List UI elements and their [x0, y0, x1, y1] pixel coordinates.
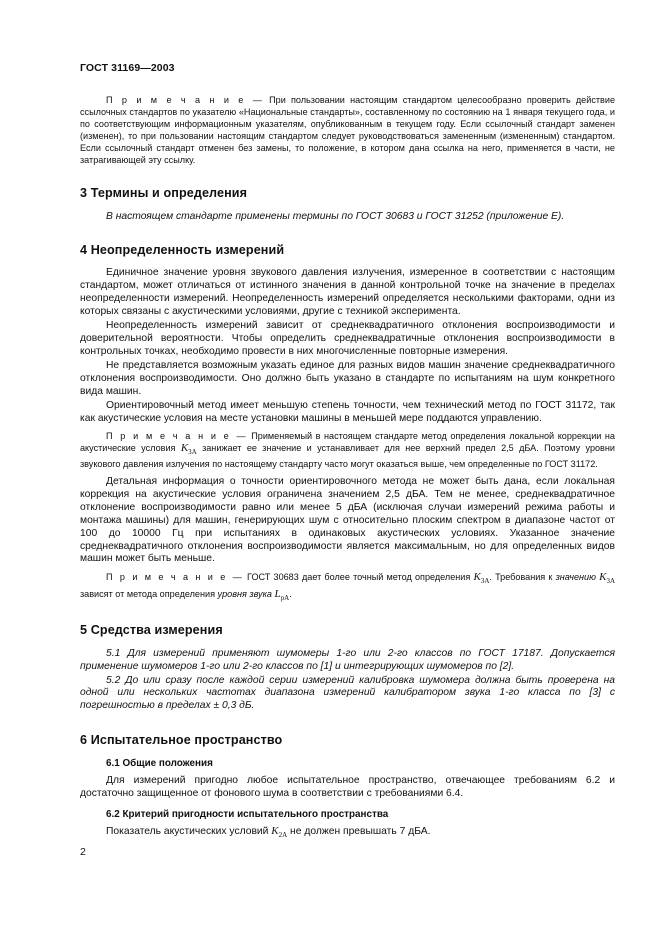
section-3-title: 3 Термины и определения: [80, 186, 248, 201]
subsection-6-2-text: Показатель акустических условий $K_{2A}$ не должен превышать 7 дБА.: [106, 825, 431, 840]
subsection-6-2-title: 6.2 Критерий пригодности испытательного пространства: [106, 809, 389, 821]
note-label: П р и м е ч а н и е —: [106, 430, 248, 441]
note-local-correction: [80, 431, 615, 471]
note-gost-30683: П р и м е ч а н и е — ГОСТ 30683 дает более точный метод определения $K_{3A}$. Требования к значению $K_{3A}$ зависят от метода определения уровня звука $L_{pA}$.: [80, 571, 615, 602]
section-4-paragraph: Ориентировочный метод имеет меньшую степень точности, чем технический метод по ГОСТ 31172, так как акустические условия на месте установки машины в меньшей мере поддаются управлению.: [80, 399, 615, 424]
note-text: занижает ее значение и устанавливает для нее верхний предел 2,5 дБА. Поэтому уровни звукового давления излучения по настоящему стандарту часто могут оказаться выше, чем определенные по ГОСТ 31172.: [80, 442, 615, 469]
note-text: Применяемый в настоящем стандарте метод определения локальной коррекции на акустические условия: [80, 430, 615, 453]
document-header: ГОСТ 31169—2003: [80, 62, 175, 74]
section-4-paragraph: Единичное значение уровня звукового давления излучения, измеренное в соответствии с настоящим стандартом, может отличаться от истинного значения в данной контрольной точке на значение в пределах неопределенности измерений. Неопределенность измерений определяется несколькими факторами, одни из которых связаны с акустическими условиями, другие с техникой эксперимента.: [80, 267, 615, 318]
document-content: [80, 95, 615, 842]
subsection-6-1-title: 6.1 Общие положения: [106, 758, 213, 770]
section-3-text: В настоящем стандарте применены термины по ГОСТ 30683 и ГОСТ 31252 (приложение Е).: [106, 211, 565, 223]
subsection-6-1-text: Для измерений пригодно любое испытательное пространство, отвечающее требованиям 6.2 и достаточно защищенное от фонового шума в соответствии с требованиями 6.4.: [80, 775, 615, 800]
section-4-title: 4 Неопределенность измерений: [80, 243, 285, 258]
note-text: При пользовании настоящим стандартом целесообразно проверить действие ссылочных стандартов по указателю «Национальные стандарты», составленному по состоянию на 1 января текущего года, и по соответствующим информационным указателям, опубликованным в текущем году. Если ссылочный стандарт заменен (изменен), то при пользовании настоящим стандартом следует руководствоваться замененным (измененным) стандартом. Если ссылочный стандарт отменен без замены, то положение, в котором дана ссылка на него, применяется в части, не затрагивающей эту ссылку.: [80, 95, 615, 165]
page-number: 2: [80, 846, 86, 858]
section-4-paragraph: Не представляется возможным указать единое для разных видов машин значение среднеквадратичного отклонения воспроизводимости. Оно должно быть указано в стандарте по испытаниям на шум конкретного вида машин.: [80, 360, 615, 397]
note-label: П р и м е ч а н и е —: [106, 572, 244, 583]
note-referenced-standards: [80, 95, 615, 166]
symbol-k2a: $K_{2A}$: [271, 825, 288, 840]
symbol-lpa: $L_{pA}$: [274, 587, 290, 602]
section-5-title: 5 Средства измерения: [80, 622, 223, 637]
section-6-title: 6 Испытательное пространство: [80, 733, 283, 748]
section-5-paragraph: 5.1 Для измерений применяют шумомеры 1-го или 2-го классов по ГОСТ 17187. Допускается применение шумомеров 1-го или 2-го классов по [1] и интегрирующих шумомеров по [2].: [80, 647, 615, 672]
note-label: П р и м е ч а н и е —: [106, 95, 264, 105]
symbol-k3a: $K_{3A}$: [599, 571, 615, 586]
section-5-paragraph: 5.2 До или сразу после каждой серии измерений калибровка шумомера должна быть проверена на одной или нескольких частотах диапазона измерений калибратором звука 1-го класса по [3] с погрешностью в пределах ± 0,3 дБ.: [80, 674, 615, 712]
section-4-paragraph: Детальная информация о точности ориентировочного метода не может быть дана, если локальная коррекция на акустические условия ограничена значением 2,5 дБА. Тем не менее, среднеквадратичное отклонение воспроизводимости равно или менее 5 дБА (исключая случаи измерений режима работы и монтажа машины) для машин, генерирующих шум с относительно плоским спектром в диапазоне частот от 100 до 10000 Гц при испытаниях в одинаковых акустических условиях. Указанное значение среднеквадратичного отклонения воспроизводимости является максимальным, но для определенных видов машин может быть меньше.: [80, 475, 615, 565]
symbol-k3a: $K_{3A}$: [180, 441, 197, 456]
section-4-paragraph: Неопределенность измерений зависит от среднеквадратичного отклонения воспроизводимости и доверительной вероятности. Чтобы определить среднеквадратичные отклонения воспроизводимости в контрольных точках, необходимо провести в них многочисленные повторные измерения.: [80, 320, 615, 358]
symbol-k3a: $K_{3A}$: [473, 571, 490, 586]
